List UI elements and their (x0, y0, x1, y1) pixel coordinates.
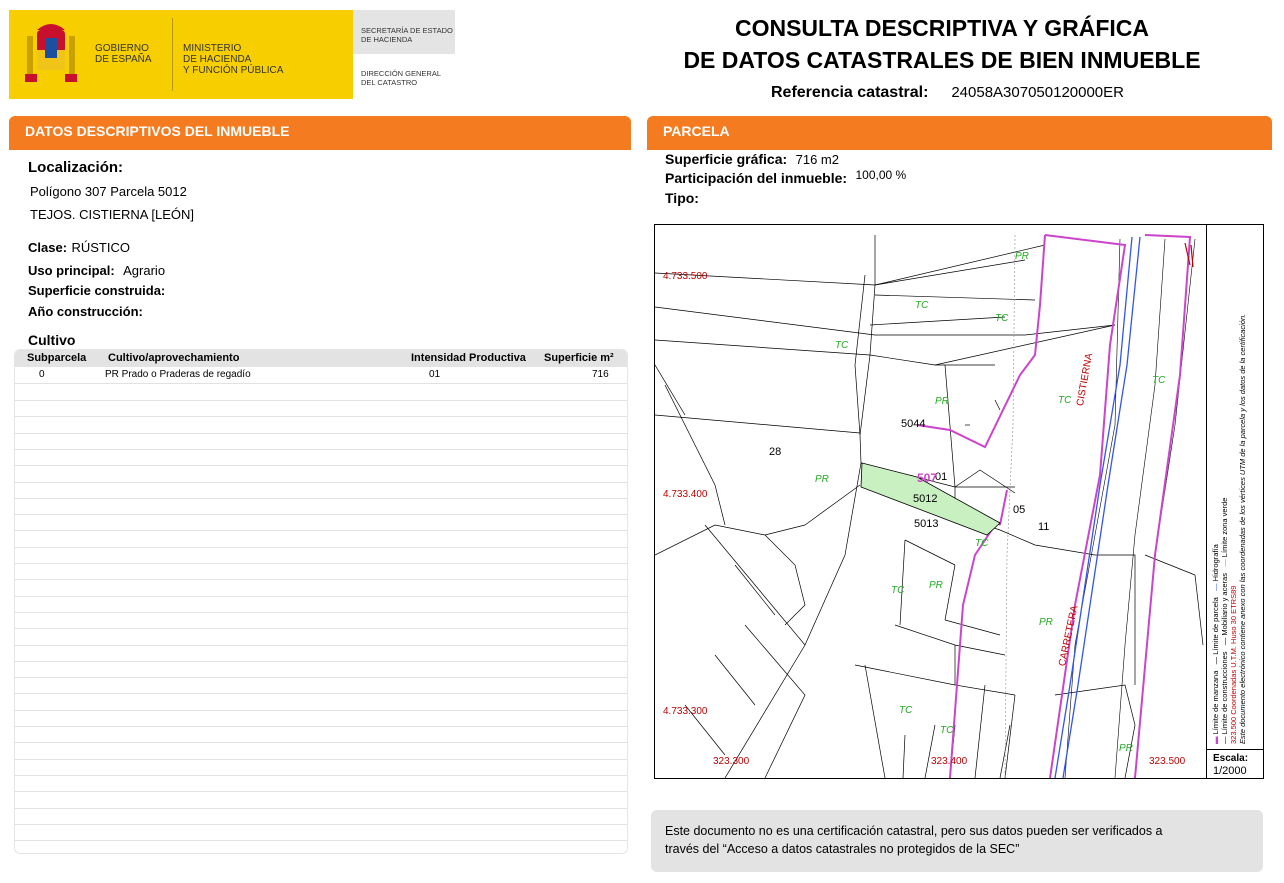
cadastral-map[interactable] (654, 224, 1264, 779)
dir-line2: DEL CATASTRO (361, 78, 418, 87)
ministry-name (183, 43, 283, 76)
table-row (15, 367, 627, 384)
cultivo-table (14, 349, 628, 854)
parcel-5013: 5013 (914, 518, 939, 530)
section-header-inmueble (9, 116, 631, 146)
legend-zona-verde: Límite zona verde (1220, 497, 1229, 558)
legend-coords-note: 323.500 Coordenadas U.T.M. Huso 30 ETRS89 (1229, 585, 1238, 744)
legend-construcciones: Límite de construcciones (1220, 651, 1229, 735)
coat-of-arms-icon (23, 22, 79, 88)
section-title-b: INMUEBLE (216, 123, 290, 139)
coord-x-mid: 323.400 (931, 756, 968, 767)
table-row-empty (15, 824, 627, 841)
legend-hidro: Hidrografía (1211, 544, 1220, 582)
sup-grafica-value: 716 m2 (795, 152, 839, 167)
cell-intensidad: 01 (429, 369, 441, 380)
direccion-box (353, 54, 455, 99)
parcela-title: PARCELA (663, 123, 730, 139)
culture-tc-9: TC (940, 725, 954, 736)
table-row-empty (15, 677, 627, 694)
disclaimer-note (651, 810, 1263, 872)
culture-pr-2: PR (815, 474, 829, 485)
table-row-empty (15, 840, 627, 854)
culture-pr-1: PR (935, 396, 949, 407)
ministry-line2: DE HACIENDA (183, 54, 252, 65)
coord-y-mid: 4.733.400 (663, 489, 708, 500)
culture-tc-1: TC (835, 340, 849, 351)
sup-grafica-label: Superficie gráfica: (665, 151, 788, 167)
table-row-empty (15, 466, 627, 483)
sec-line2: DE HACIENDA (361, 35, 413, 44)
ref-label: Referencia catastral: (771, 84, 929, 101)
table-row-empty (15, 629, 627, 646)
table-row-empty (15, 417, 627, 434)
table-row-empty (15, 726, 627, 743)
scale-value: 1/2000 (1213, 765, 1247, 777)
title-line2: DE DATOS CATASTRALES DE BIEN INMUEBLE (683, 47, 1201, 73)
tipo-label: Tipo: (665, 190, 699, 206)
dir-line1: DIRECCIÓN GENERAL (361, 69, 442, 78)
sup-construida-label: Superficie construida: (28, 283, 166, 298)
gov-line1: GOBIERNO (95, 43, 149, 54)
culture-pr-6: PR (1015, 251, 1029, 262)
ministry-line1: MINISTERIO (183, 43, 242, 54)
culture-tc-6: TC (975, 538, 989, 549)
secretaria-box (353, 10, 455, 54)
table-row-empty (15, 645, 627, 662)
scale-label: Escala: (1213, 753, 1249, 764)
table-header (15, 350, 627, 367)
table-row-empty (15, 792, 627, 809)
page-title (640, 12, 1244, 76)
table-row-empty (15, 514, 627, 531)
loc-line2: TEJOS. CISTIERNA [LEÓN] (30, 207, 194, 222)
note-line2: través del “Acceso a datos catastrales no protegidos de la SEC” (665, 842, 1020, 856)
table-row-empty (15, 661, 627, 678)
col-superficie: Superficie m² (544, 352, 614, 364)
government-logo (9, 10, 353, 99)
sec-line1: SECRETARÍA DE ESTADO (361, 26, 453, 35)
coord-x-right: 323.500 (1149, 756, 1186, 767)
table-row-empty (15, 580, 627, 597)
road-label-carretera: CARRETERA (1057, 604, 1081, 668)
clase-row (28, 239, 130, 257)
gov-name (95, 43, 152, 65)
parcel-01: 01 (935, 471, 948, 483)
participacion-label: Participación del inmueble: (665, 170, 848, 186)
table-row-empty (15, 596, 627, 613)
table-row-empty (15, 433, 627, 450)
participacion-value: 100,00 % (855, 168, 907, 182)
clase-label: Clase: (28, 240, 68, 255)
note-line1: Este documento no es una certificación catastral, pero sus datos pueden ser verificados a (665, 824, 1163, 838)
culture-tc-8: TC (899, 705, 913, 716)
loc-line1: Polígono 307 Parcela 5012 (30, 184, 187, 199)
parcel-11: 11 (1038, 521, 1050, 533)
col-subparcela: Subparcela (27, 352, 87, 364)
table-row-empty (15, 759, 627, 776)
cell-cultivo: PR Prado o Praderas de regadío (105, 369, 251, 380)
culture-pr-5: PR (1119, 743, 1133, 754)
legend-parcela: Límite de parcela (1211, 597, 1220, 655)
table-row-empty (15, 775, 627, 792)
culture-tc-5: TC (1152, 375, 1166, 386)
table-row-empty (15, 563, 627, 580)
uso-value: Agrario (123, 263, 166, 278)
table-row-empty (15, 710, 627, 727)
cell-subparcela: 0 (39, 369, 45, 380)
cadastral-reference (771, 84, 1124, 102)
parcel-28: 28 (769, 446, 782, 458)
culture-pr-4: PR (1039, 617, 1053, 628)
table-row-empty (15, 449, 627, 466)
parcel-5012: 5012 (913, 493, 938, 505)
parcel-5044: 5044 (901, 418, 926, 430)
loc-label: Localización: (28, 159, 124, 176)
table-row-empty (15, 400, 627, 417)
parcel-507: 507 (917, 471, 938, 485)
legend-annex-note: Este documento electrónico contiene anexo con las coordenadas de los vértices UTM de la parcela y los datos de la certificación. (1238, 313, 1247, 744)
road-label-cistierna: CISTIERNA (1075, 352, 1096, 407)
culture-tc-4: TC (1058, 395, 1072, 406)
coord-y-top: 4.733.500 (663, 271, 708, 282)
uso-row (28, 262, 165, 280)
table-row-empty (15, 547, 627, 564)
title-line1: CONSULTA DESCRIPTIVA Y GRÁFICA (734, 15, 1150, 41)
section-header-parcela (647, 116, 1272, 146)
table-row-empty (15, 743, 627, 760)
coord-x-left: 323.300 (713, 756, 750, 767)
cultivo-title: Cultivo (28, 332, 76, 348)
table-row-empty (15, 808, 627, 825)
culture-tc-3: TC (995, 313, 1009, 324)
gov-line2: DE ESPAÑA (95, 54, 152, 65)
col-intensidad: Intensidad Productiva (411, 352, 526, 364)
cell-superficie: 716 (592, 369, 609, 380)
uso-label: Uso principal: (28, 263, 115, 278)
table-row-empty (15, 612, 627, 629)
table-row-empty (15, 498, 627, 515)
table-row-empty (15, 531, 627, 548)
culture-pr-3: PR (929, 580, 943, 591)
anio-label: Año construcción: (28, 304, 143, 319)
table-row-empty (15, 694, 627, 711)
coord-y-bottom: 4.733.300 (663, 706, 708, 717)
legend-manzana: Límite de manzana (1211, 670, 1220, 735)
map-scale (1206, 749, 1264, 779)
ref-value: 24058A307050120000ER (951, 84, 1124, 101)
table-row-empty (15, 482, 627, 499)
clase-value: RÚSTICO (71, 240, 130, 255)
section-title-a: DATOS DESCRIPTIVOS DEL (25, 123, 217, 139)
col-cultivo: Cultivo/aprovechamiento (108, 352, 240, 364)
legend-text: ▬ Límite de manzana — Límite de parcela — Hidrografía — Límite de construcciones — Mobiliario y aceras — Límite zona verde 323.500 Coordenadas U.T.M. Huso 30 ETRS89 Este documento electrónico contiene anexo con las coordenadas de los vértices UTM de la parcela y los datos de la certificación. (1211, 224, 1247, 744)
parcel-05: 05 (1013, 504, 1026, 516)
ministry-line3: Y FUNCIÓN PÚBLICA (183, 65, 284, 76)
legend-mobiliario: Mobiliario y aceras (1220, 573, 1229, 636)
table-row-empty (15, 384, 627, 401)
culture-tc-7: TC (891, 585, 905, 596)
map-legend (1206, 224, 1264, 749)
sup-grafica-row (665, 151, 839, 169)
participacion-row (665, 170, 906, 188)
culture-tc-2: TC (915, 300, 929, 311)
